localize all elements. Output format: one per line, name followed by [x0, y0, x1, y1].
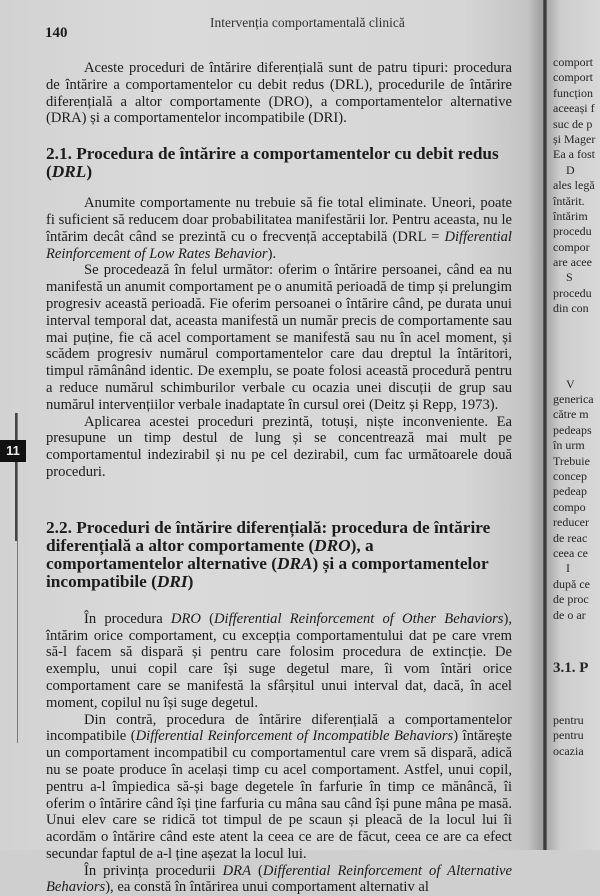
- text-fragment: reducer: [553, 515, 589, 530]
- text-fragment: din con: [553, 301, 589, 316]
- margin-rule: [17, 413, 18, 743]
- page-body: [46, 60, 512, 896]
- text-fragment: pedeap: [553, 484, 587, 499]
- text-fragment: de o ar: [553, 607, 586, 622]
- text-fragment: pedeaps: [553, 422, 592, 437]
- text-fragment: procedu: [553, 285, 592, 300]
- text-fragment: de proc: [553, 592, 589, 607]
- text-fragment: ocazia: [553, 743, 584, 758]
- text-fragment: și Mager: [553, 131, 596, 146]
- text-fragment: are acee: [553, 255, 592, 270]
- text-fragment: compo: [553, 499, 586, 514]
- chapter-thumb-tab: 11: [0, 440, 26, 462]
- section-heading-2-2: 2.2. Proceduri de întărire diferențială: procedura de întărire diferențială a altor comportamente (DRO), a comportamentelor alternative (DRA) și a comportamentelor incompatibile (DRI): [46, 517, 491, 591]
- text-fragment: generica: [553, 392, 594, 407]
- running-head: Intervenția comportamentală clinică: [210, 15, 405, 30]
- text-fragment: Trebuie: [553, 453, 590, 468]
- text-fragment: către m: [553, 407, 589, 422]
- text-fragment: I: [566, 561, 570, 576]
- text-fragment: procedu: [553, 224, 592, 239]
- paragraph: Anumite comportamente nu trebuie să fie total eliminate. Uneori, poate fi suficient să reducem doar probabilitatea manifestării lor. Pentru aceasta, nu le întărim decât când se prezintă cu o frecvență acceptabilă (DRL = Differential Reinforcement of Low Rates Behavior).: [46, 195, 512, 262]
- spacer: [553, 623, 595, 653]
- right-page-text-fragments: [553, 55, 595, 759]
- text-fragment: de reac: [553, 530, 588, 545]
- text-fragment: suc de p: [553, 116, 593, 131]
- text-fragment: comport: [553, 70, 593, 85]
- spacer: [553, 347, 595, 377]
- text-fragment: comport: [553, 55, 593, 69]
- paragraph: În privința procedurii DRA (Differential Reinforcement of Alternative Behaviors), ea constă în întărirea unui comportament alternativ al: [46, 862, 512, 896]
- text-fragment: aceeași f: [553, 101, 595, 116]
- section-heading-fragment: 3.1. P: [553, 659, 589, 676]
- text-fragment: întărim: [553, 208, 588, 223]
- text-fragment: D: [566, 162, 575, 177]
- text-fragment: pentru: [553, 728, 584, 743]
- text-fragment: după ce: [553, 576, 590, 591]
- text-fragment: S: [566, 270, 573, 285]
- intro-paragraph: Aceste proceduri de întărire diferențială sunt de patru tipuri: procedura de întărire a comportamentelor cu debit redus (DRL), procedurile de întărire diferențială a altor comportamente (DRO), a comportamentelor alternative (DRA) și a comportamentelor incompatibile (DRI).: [46, 60, 512, 127]
- text-fragment: Ea a fost: [553, 147, 595, 162]
- text-fragment: ceea ce: [553, 545, 588, 560]
- text-fragment: în urm: [553, 438, 585, 453]
- paragraph: Din contră, procedura de întărire diferențială a comportamentelor incompatibile (Differential Reinforcement of Incompatible Behaviors) întărește un comportament incompatibil cu comportamentul care vrem să dispară, adică nu se poate produce în același timp cu acel comportament. Astfel, unui copil, pentru a-l împiedica să-și bage degetele în farfurie în timp ce mănâncă, îi oferim o întărire când își ține farfuria cu mâna sau când își pune mâna pe masă. Unui elev care se ridică tot timpul de pe scaun și pleacă de la locul lui îi acordăm o întărire când este atent la ceea ce are de făcut, ceea ce are ca efect secundar faptul de a-l ține așezat la locul lui.: [46, 711, 512, 862]
- text-fragment: funcțion: [553, 85, 593, 100]
- text-fragment: pentru: [553, 712, 584, 727]
- spacer: [553, 317, 595, 347]
- text-fragment: compor: [553, 239, 590, 254]
- right-book-page-edge: [547, 0, 600, 850]
- text-fragment: V: [566, 376, 575, 391]
- paragraph: Se procedează în felul următor: oferim o întărire persoanei, când ea nu manifestă un anumit comportament pe o anumită perioadă de timp și prelungim progresiv această perioadă. Fie oferim persoanei o întărire când, pe durata unui interval temporal dat, aceasta manifestă un număr precis de comportamente sau mai puține, fie că acel comportament se manifestă sau nu în acel moment, și scădem progresiv numărul comportamentelor care dau dreptul la întăritori, timpul rămânând identic. De exemplu, se poate folosi această procedură pentru a reduce numărul schimburilor verbale cu ocazia unei discuții de grup sau numărul intervențiilor verbale inadaptate în cursul orei (Deitz și Repp, 1973).: [46, 262, 512, 413]
- text-fragment: ales legă: [553, 178, 595, 193]
- text-fragment: concep: [553, 468, 587, 483]
- spacer: [553, 683, 595, 713]
- page-number: 140: [45, 25, 68, 41]
- section-heading-2-1: 2.1. Procedura de întărire a comportamentelor cu debit redus (DRL): [46, 144, 499, 182]
- paragraph: În procedura DRO (Differential Reinforcement of Other Behaviors), întărim orice comportament, cu excepția comportamentului dat pe care vrem să-l facem să dispară și pentru care folosim procedura de extincție. De exemplu, unui copil care își suge degetul mare, îi vom întări orice comportament care se manifestă la sfârșitul unui interval dat, dacă, în acel moment, copilul nu își suge degetul.: [46, 610, 512, 711]
- text-fragment: întărit.: [553, 193, 585, 208]
- paragraph: Aplicarea acestei proceduri prezintă, totuși, niște inconveniente. Ea presupune un timp destul de lung și se concentrează mai mult pe comportamentul indezirabil și nu pe cel dezirabil, cum fac următoarele două proceduri.: [46, 413, 512, 480]
